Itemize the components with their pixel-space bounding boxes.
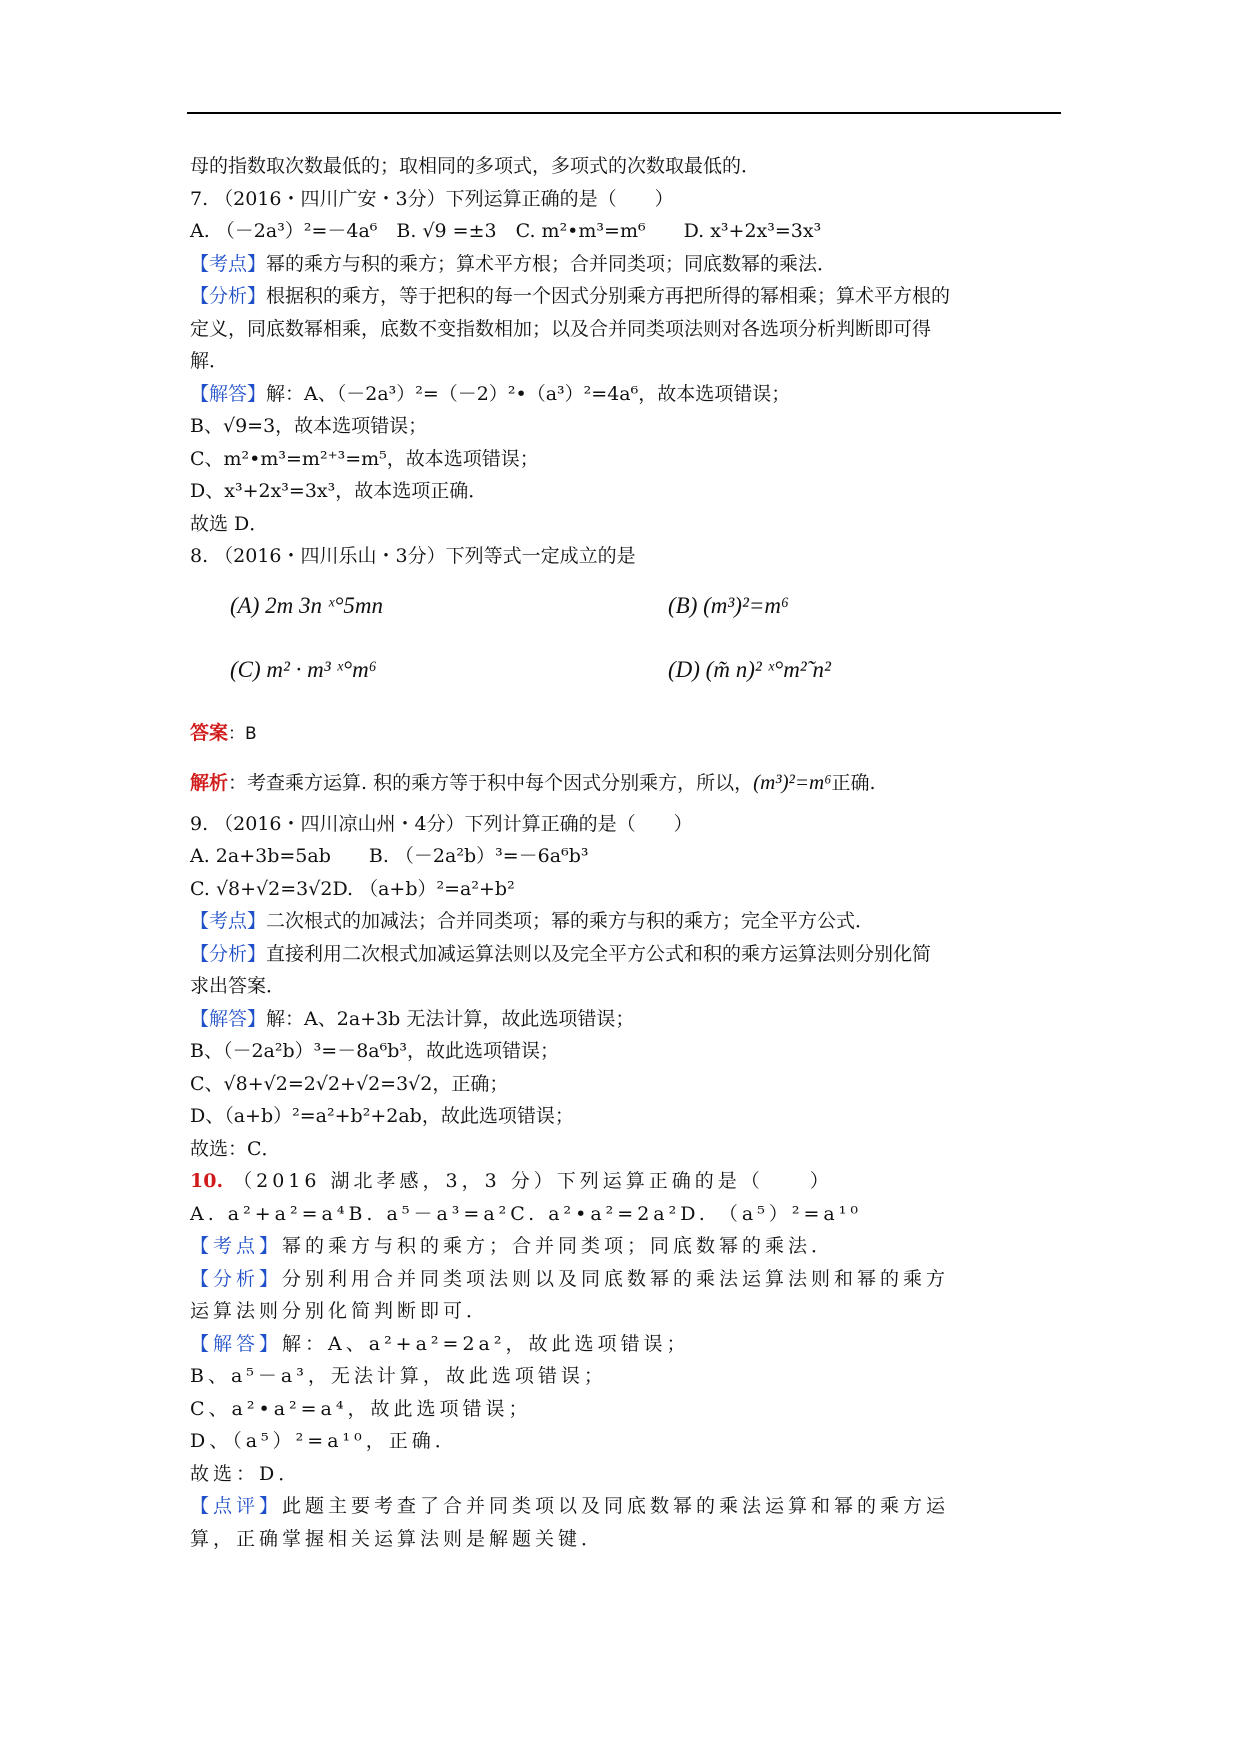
kaodian-text: 幂的乘方与积的乘方；合并同类项；同底数幂的乘法． xyxy=(282,1235,835,1257)
q9-jieda-3: C、√8+√2=2√2+√2=3√2，正确； xyxy=(190,1072,509,1095)
q10-jieda-3: C、a²•a²=a⁴，故此选项错误； xyxy=(190,1397,532,1420)
jieda-tag: 【解答】 xyxy=(190,1007,267,1030)
answer-value: ：B xyxy=(228,723,257,744)
q10-kaodian xyxy=(190,1230,1060,1263)
q9-fenxi-2: 求出答案． xyxy=(190,975,286,997)
q8-options-row-2 xyxy=(190,645,1060,709)
q7-jieda-4: D、x³+2x³=3x³，故本选项正确． xyxy=(190,480,488,502)
q9-jieda xyxy=(190,1003,1060,1036)
q7-header: 7. （2016・四川广安・3分）下列运算正确的是（ ） xyxy=(190,187,674,210)
q7-jieda-3: C、m²•m³=m²⁺³=m⁵，故本选项错误； xyxy=(190,447,539,470)
question-9 xyxy=(190,808,1060,1166)
q10-dianping xyxy=(190,1490,1060,1523)
q10-jieda-2: B、a⁵－a³，无法计算，故此选项错误； xyxy=(190,1365,607,1387)
jieda-text: 解：A、（－2a³）²=（－2）²•（a³）²=4a⁶，故本选项错误； xyxy=(266,382,791,405)
jieda-text: 解：A、2a+3b 无法计算，故此选项错误； xyxy=(266,1007,635,1030)
fenxi-text: 分别利用合并同类项法则以及同底数幂的乘法运算法则和幂的乘方 xyxy=(282,1267,950,1290)
jiexi-end: 正确. xyxy=(831,772,876,794)
q9-jieda-4: D、（a+b）²=a²+b²+2ab，故此选项错误； xyxy=(190,1105,574,1127)
q10-fenxi-2: 运算法则分别化简判断即可． xyxy=(190,1300,490,1322)
q10-jieda-5: 故选：D． xyxy=(190,1462,302,1485)
q9-options-cd: C. √8+√2=3√2D. （a+b）²=a²+b² xyxy=(190,877,515,900)
q10-fenxi xyxy=(190,1263,1060,1296)
q10-options: A. a²+a²=a⁴B. a⁵－a³=a²C. a²•a²=2a²D. （a⁵）²=a¹⁰ xyxy=(190,1202,862,1225)
jieda-tag: 【解答】 xyxy=(190,382,267,405)
question-8 xyxy=(190,540,1060,808)
header-rule xyxy=(187,112,1061,114)
q8-jiexi xyxy=(190,766,1060,800)
fenxi-text: 直接利用二次根式加减运算法则以及完全平方公式和积的乘方运算法则分别化简 xyxy=(266,942,932,965)
q7-fenxi xyxy=(190,280,1060,313)
kaodian-tag: 【考点】 xyxy=(190,910,267,932)
q10-jieda xyxy=(190,1328,1060,1361)
continuation-text: 母的指数取次数最低的；取相同的多项式，多项式的次数取最低的． xyxy=(190,155,761,177)
q7-fenxi-3: 解． xyxy=(190,350,229,372)
dianping-tag: 【点评】 xyxy=(190,1495,283,1517)
q9-kaodian xyxy=(190,905,1060,938)
fenxi-tag: 【分析】 xyxy=(190,285,267,307)
q7-jieda xyxy=(190,378,1060,411)
q8-option-d: (D) (m̃ n)² ˣ°m²̃ n² xyxy=(668,656,831,682)
q8-options-row-1 xyxy=(190,581,1060,645)
q7-jieda-5: 故选 D． xyxy=(190,512,269,535)
q7-options: A. （－2a³）²=－4a⁶ B. √9 =±3 C. m²•m³=m⁶ D. x³+2x³=3x³ xyxy=(190,220,822,242)
q10-header-text: （2016 湖北孝感，3，3 分）下列运算正确的是（ ） xyxy=(233,1170,833,1192)
q10-dianping-2: 算，正确掌握相关运算法则是解题关键． xyxy=(190,1527,605,1550)
q8-header: 8. （2016・四川乐山・3分）下列等式一定成立的是 xyxy=(190,545,636,567)
jieda-text: 解：A、a²+a²=2a²，故此选项错误； xyxy=(282,1332,690,1355)
kaodian-text: 幂的乘方与积的乘方；算术平方根；合并同类项；同底数幂的乘法． xyxy=(266,252,837,275)
question-7 xyxy=(190,183,1060,541)
q8-answer xyxy=(190,717,1060,751)
fenxi-text: 根据积的乘方，等于把积的每一个因式分别乘方再把所得的幂相乘；算术平方根的 xyxy=(266,285,951,307)
q9-jieda-5: 故选：C． xyxy=(190,1137,281,1160)
jiexi-label: 解析 xyxy=(190,772,229,794)
question-10 xyxy=(190,1165,1060,1555)
q9-header: 9. （2016・四川凉山州・4分）下列计算正确的是（ ） xyxy=(190,812,693,835)
q8-option-b: (B) (m³)²=m⁶ xyxy=(668,592,789,618)
fenxi-tag: 【分析】 xyxy=(190,1267,283,1290)
q9-jieda-2: B、（－2a²b）³=－8a⁶b³，故此选项错误； xyxy=(190,1040,560,1062)
q8-option-c: (C) m² · m³ ˣ°m⁶ xyxy=(230,656,377,682)
dianping-text: 此题主要考查了合并同类项以及同底数幂的乘法运算和幂的乘方运 xyxy=(282,1495,950,1517)
q8-option-a: (A) 2m 3n ˣ°5mn xyxy=(230,592,384,618)
document-body xyxy=(190,150,1060,1555)
jiexi-text: ：考查乘方运算. 积的乘方等于积中每个因式分别乘方，所以， xyxy=(228,772,754,794)
q7-fenxi-2: 定义，同底数幂相乘，底数不变指数相加；以及合并同类项法则对各选项分析判断即可得 xyxy=(190,317,932,340)
q10-jieda-4: D、（a⁵）²=a¹⁰，正确． xyxy=(190,1430,458,1452)
q7-jieda-2: B、√9=3，故本选项错误； xyxy=(190,415,428,437)
jiexi-math: (m³)²=m⁶ xyxy=(753,770,832,794)
answer-label: 答案 xyxy=(190,721,229,744)
kaodian-tag: 【考点】 xyxy=(190,1235,283,1257)
kaodian-tag: 【考点】 xyxy=(190,252,267,275)
jieda-tag: 【解答】 xyxy=(190,1332,283,1355)
q9-fenxi xyxy=(190,938,1060,971)
q10-number: 10. xyxy=(190,1170,224,1192)
q9-options-ab: A. 2a+3b=5ab B. （－2a²b）³=－6a⁶b³ xyxy=(190,845,589,867)
q7-kaodian xyxy=(190,248,1060,281)
fenxi-tag: 【分析】 xyxy=(190,942,267,965)
kaodian-text: 二次根式的加减法；合并同类项；幂的乘方与积的乘方；完全平方公式． xyxy=(266,910,875,932)
q10-header xyxy=(190,1165,1060,1198)
